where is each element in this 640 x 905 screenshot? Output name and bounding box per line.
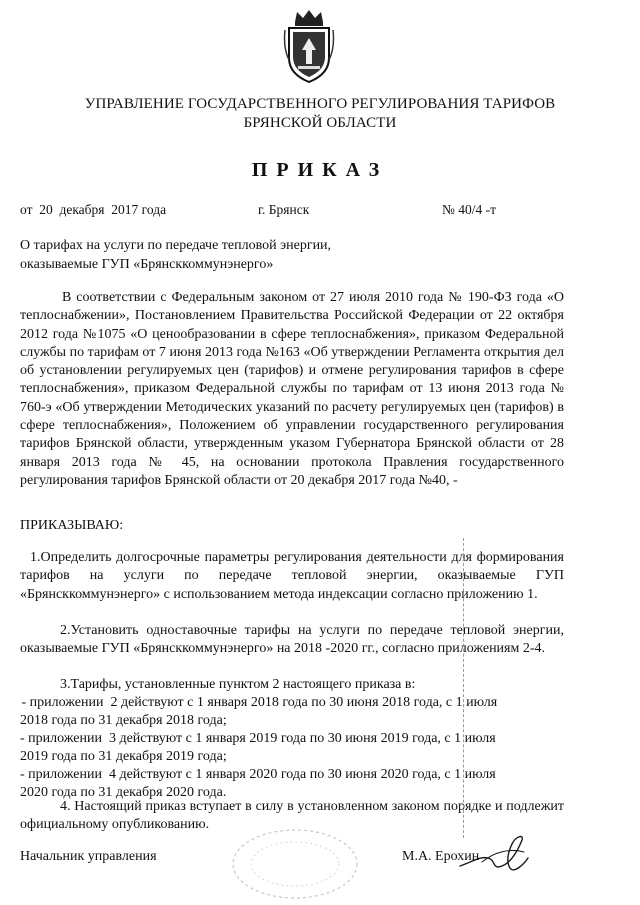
order-item-3-appendix2-line2: 2018 года по 31 декабря 2018 года;	[20, 713, 227, 728]
signer-name: М.А. Ерохин	[402, 849, 480, 864]
signer-position: Начальник управления	[20, 849, 157, 864]
organization-name-line1: УПРАВЛЕНИЕ ГОСУДАРСТВЕННОГО РЕГУЛИРОВАНИЯ ТАРИФОВ	[84, 96, 556, 112]
order-item-3-appendix4-line2: 2020 года по 31 декабря 2020 года.	[20, 785, 227, 800]
handwritten-signature-icon	[452, 822, 532, 882]
order-item-3-appendix3-line1: - приложении 3 действуют с 1 января 2019 года по 30 июня 2019 года, с 1 июля	[20, 731, 496, 746]
order-date: от 20 декабря 2017 года	[20, 202, 167, 217]
subject-line2: оказываемые ГУП «Брянсккоммунэнерго»	[20, 257, 274, 272]
order-item-3-appendix2-line1: - приложении 2 действуют с 1 января 2018 года по 30 июня 2018 года, с 1 июля	[18, 695, 498, 710]
order-item-3-appendix4-line1: - приложении 4 действуют с 1 января 2020 года по 30 июня 2020 года, с 1 июля	[20, 767, 496, 782]
document-title: ПРИКАЗ	[251, 159, 389, 181]
preamble-paragraph: В соответствии с Федеральным законом от 27 июля 2010 года № 190-ФЗ года «О теплоснабжении», Постановлением Правительства Российской Федерации от 22 октября 2012 года №1075 «О ценообразовании в сфере теплоснабжения», приказом Федеральной службы по тарифам от 7 июня 2013 года №163 «Об утверждении Регламента открытия дел об установлении регулируемых цен (тарифов) и отмене регулирования тарифов в сфере теплоснабжения», приказом Федеральной службы по тарифам от 13 июня 2013 года № 760-э «Об утверждении Методических указаний по расчету регулируемых цен (тарифов) в сфере теплоснабжения», Положением об управлении государственного регулирования тарифов Брянской области, утвержденным указом Губернатора Брянской области от 28 января 2013 года № 45, на основании протокола Правления государственного регулирования тарифов Брянской области от 20 декабря 2017 года №40, -	[20, 290, 564, 488]
order-item-3: 3.Тарифы, установленные пунктом 2 настоящего приказа в:	[60, 677, 416, 692]
order-item-2: 2.Установить одноставочные тарифы на услуги по передаче тепловой энергии, оказываемые ГУП «Брянсккоммунэнерго» на 2018 -2020 гг., согласно приложениям 2-4.	[20, 623, 564, 657]
organization-name-line2: БРЯНСКОЙ ОБЛАСТИ	[243, 115, 397, 131]
subject-line1: О тарифах на услуги по передаче тепловой энергии,	[20, 238, 332, 253]
scan-fold-line	[463, 538, 465, 838]
order-item-1: 1.Определить долгосрочные параметры регулирования деятельности для формирования тарифов на услуги по передаче тепловой энергии, оказываемые ГУП «Брянсккоммунэнерго» с использованием метода индексации согласно приложению 1.	[20, 550, 564, 602]
order-keyword: ПРИКАЗЫВАЮ:	[20, 518, 124, 533]
order-item-4: 4. Настоящий приказ вступает в силу в установленном законом порядке и подлежит официальному опубликованию.	[20, 799, 564, 833]
coat-of-arms-icon	[283, 8, 335, 84]
order-number: № 40/4 -т	[442, 202, 497, 217]
order-item-3-appendix3-line2: 2019 года по 31 декабря 2019 года;	[20, 749, 227, 764]
faint-stamp-icon	[225, 822, 365, 902]
order-city: г. Брянск	[258, 202, 310, 217]
